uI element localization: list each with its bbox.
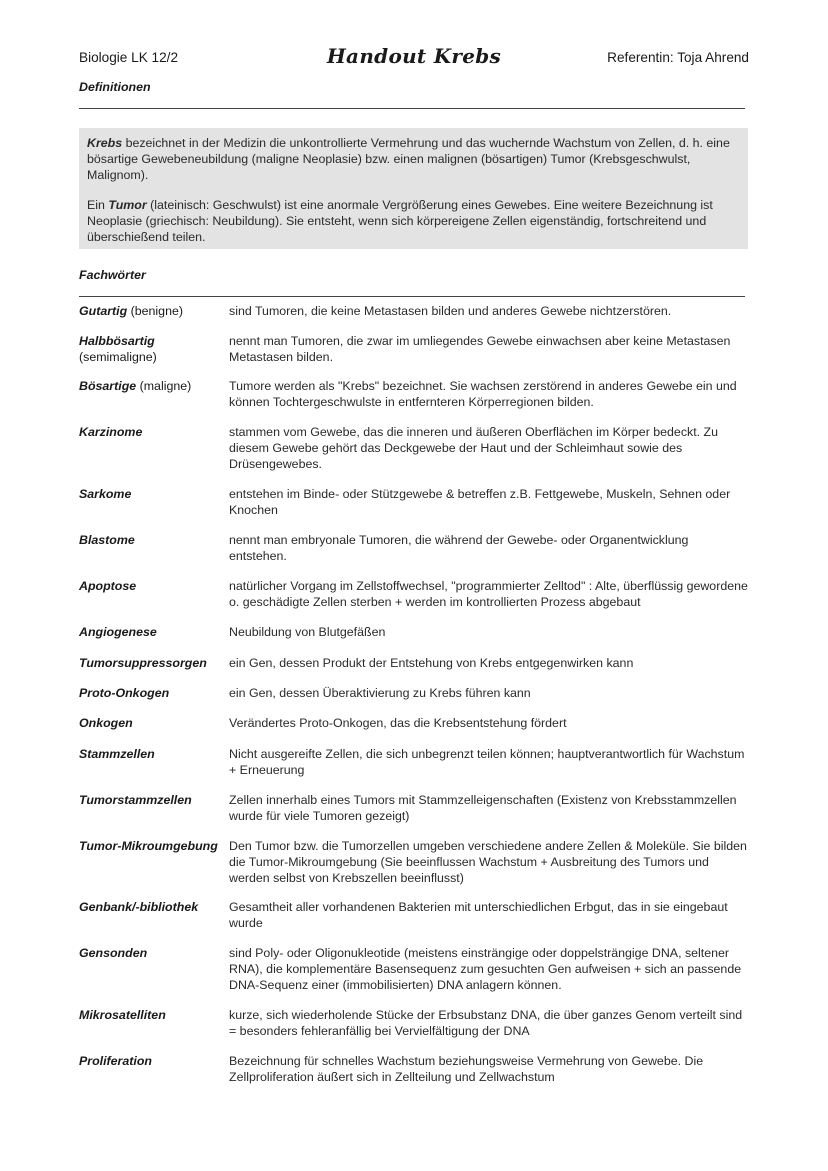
glossary-description: Bezeichnung für schnelles Wachstum beziehungsweise Vermehrung von Gewebe. Die Zellproliferation äußert sich in Zellteilung und Zellwachstum	[229, 1054, 704, 1084]
glossary-description: Neubildung von Blutgefäßen	[229, 625, 386, 639]
glossary-description: Den Tumor bzw. die Tumorzellen umgeben verschiedene andere Zellen & Moleküle. Sie bilden die Tumor-Mikroumgebung (Sie beeinflussen Wachstum + Ausbreitung des Tumors und werden selbst von Krebszellen beeinflusst)	[229, 839, 747, 885]
definitions-heading: Definitionen	[79, 80, 151, 94]
glossary-term-name: Mikrosatelliten	[79, 1008, 166, 1022]
glossary-term	[79, 899, 227, 915]
glossary-term	[79, 333, 227, 365]
definition-text: bezeichnet in der Medizin die unkontrollierte Vermehrung und das wuchernde Wachstum von Zellen, d. h. eine bösartige Gewebeneubildung (maligne Neoplasie) bzw. einen malignen (bösartigen) Tumor (Krebsgeschwulst, Malignom).	[87, 136, 730, 182]
glossary-term	[79, 792, 227, 808]
glossary-description: ein Gen, dessen Produkt der Entstehung von Krebs entgegenwirken kann	[229, 656, 634, 670]
glossary-term	[79, 746, 227, 762]
definition-term: Tumor	[108, 198, 147, 212]
glossary-description: stammen vom Gewebe, das die inneren und äußeren Oberflächen im Körper bedeckt. Zu diesem Gewebe gehört das Deckgewebe der Haut und der Schleimhaut sowie des Drüsengewebes.	[229, 425, 719, 471]
glossary-term	[79, 532, 227, 548]
definition-text: (lateinisch: Geschwulst) ist eine anormale Vergrößerung eines Gewebes. Eine weitere Bezeichnung ist Neoplasie (griechisch: Neubildung). Sie entsteht, wenn sich körpereigene Zellen eigenständig, fortschreitend und überschießend teilen.	[87, 198, 713, 244]
glossary-description: Zellen innerhalb eines Tumors mit Stammzelleigenschaften (Existenz von Krebsstammzellen wurde für viele Tumoren gezeigt)	[229, 793, 737, 823]
glossary-term	[79, 838, 227, 854]
glossary-term-name: Genbank/-bibliothek	[79, 900, 199, 914]
course-label: Biologie LK 12/2	[79, 50, 179, 65]
glossary-term-name: Gensonden	[79, 946, 148, 960]
glossary-term-name: Tumorstammzellen	[79, 793, 192, 807]
glossary-term-name: Angiogenese	[79, 625, 157, 639]
glossary-description: sind Poly- oder Oligonukleotide (meistens einsträngige oder doppelsträngige DNA, seltener RNA), die komplementäre Basensequenz zum gesuchten Gen aufweisen + sich an passende DNA-Sequenz einer (immobilisierten) DNA anlagern können.	[229, 946, 742, 992]
definitions-divider	[79, 108, 745, 109]
glossary-term	[79, 1007, 227, 1023]
glossary-description: Verändertes Proto-Onkogen, das die Krebsentstehung fördert	[229, 716, 567, 730]
speaker-label: Referentin: Toja Ahrend	[607, 50, 749, 65]
glossary-term-name: Tumorsuppressorgen	[79, 656, 207, 670]
glossary-term-name: Stammzellen	[79, 747, 155, 761]
glossary-term	[79, 945, 227, 961]
glossary-term	[79, 486, 227, 502]
glossary-divider	[79, 296, 745, 297]
glossary-term-qualifier: (maligne)	[136, 379, 192, 393]
glossary-description: natürlicher Vorgang im Zellstoffwechsel, "programmierter Zelltod" : Alte, überflüssig gewordene o. geschädigte Zellen sterben + werden im kontrollierten Prozess abgebaut	[229, 579, 748, 609]
glossary-term	[79, 1053, 227, 1069]
glossary-term-name: Sarkome	[79, 487, 132, 501]
glossary-term-name: Onkogen	[79, 716, 133, 730]
glossary-description: entstehen im Binde- oder Stützgewebe & betreffen z.B. Fettgewebe, Muskeln, Sehnen oder Knochen	[229, 487, 731, 517]
glossary-term-name: Apoptose	[79, 579, 137, 593]
glossary-term-qualifier: (benigne)	[127, 304, 183, 318]
definition-tumor	[87, 197, 740, 245]
glossary-term	[79, 424, 227, 440]
glossary-term	[79, 685, 227, 701]
glossary-description: kurze, sich wiederholende Stücke der Erbsubstanz DNA, die über ganzes Genom verteilt sind = besonders fehleranfällig bei Vervielfältigung der DNA	[229, 1008, 743, 1038]
glossary-term-name: Blastome	[79, 533, 135, 547]
glossary-term-name: Halbbösartig	[79, 334, 155, 348]
glossary-term	[79, 578, 227, 594]
glossary-term-name: Proliferation	[79, 1054, 152, 1068]
glossary-description: Gesamtheit aller vorhandenen Bakterien mit unterschiedlichen Erbgut, das in sie eingebaut wurde	[229, 900, 728, 930]
glossary-term	[79, 655, 227, 671]
glossary-term	[79, 715, 227, 731]
glossary-description: Nicht ausgereifte Zellen, die sich unbegrenzt teilen können; hauptverantwortlich für Wachstum + Erneuerung	[229, 747, 745, 777]
definition-text: Ein	[87, 198, 109, 212]
glossary-description: Tumore werden als "Krebs" bezeichnet. Sie wachsen zerstörend in anderes Gewebe ein und können Tochtergeschwulste in entfernteren Körperregionen bilden.	[229, 379, 737, 409]
glossary-description: nennt man embryonale Tumoren, die während der Gewebe- oder Organentwicklung entstehen.	[229, 533, 689, 563]
definitions-box	[79, 128, 748, 249]
definition-term: Krebs	[87, 136, 123, 150]
glossary-term-name: Karzinome	[79, 425, 143, 439]
definition-krebs	[87, 135, 740, 183]
glossary-description: sind Tumoren, die keine Metastasen bilden und anderes Gewebe nichtzerstören.	[229, 304, 672, 318]
glossary-term	[79, 303, 227, 319]
glossary-term-name: Bösartige	[79, 379, 137, 393]
glossary-term-qualifier: (semimaligne)	[79, 350, 157, 364]
glossary-term	[79, 378, 227, 394]
document-title: Handout Krebs	[326, 44, 502, 68]
glossary-description: nennt man Tumoren, die zwar im umliegendes Gewebe einwachsen aber keine Metastasen Metastasen bilden.	[229, 334, 731, 364]
glossary-term	[79, 624, 227, 640]
glossary-heading: Fachwörter	[79, 268, 146, 282]
glossary-term-name: Tumor-Mikroumgebung	[79, 839, 218, 853]
glossary-term-name: Proto-Onkogen	[79, 686, 170, 700]
glossary-description: ein Gen, dessen Überaktivierung zu Krebs führen kann	[229, 686, 531, 700]
glossary-term-name: Gutartig	[79, 304, 128, 318]
